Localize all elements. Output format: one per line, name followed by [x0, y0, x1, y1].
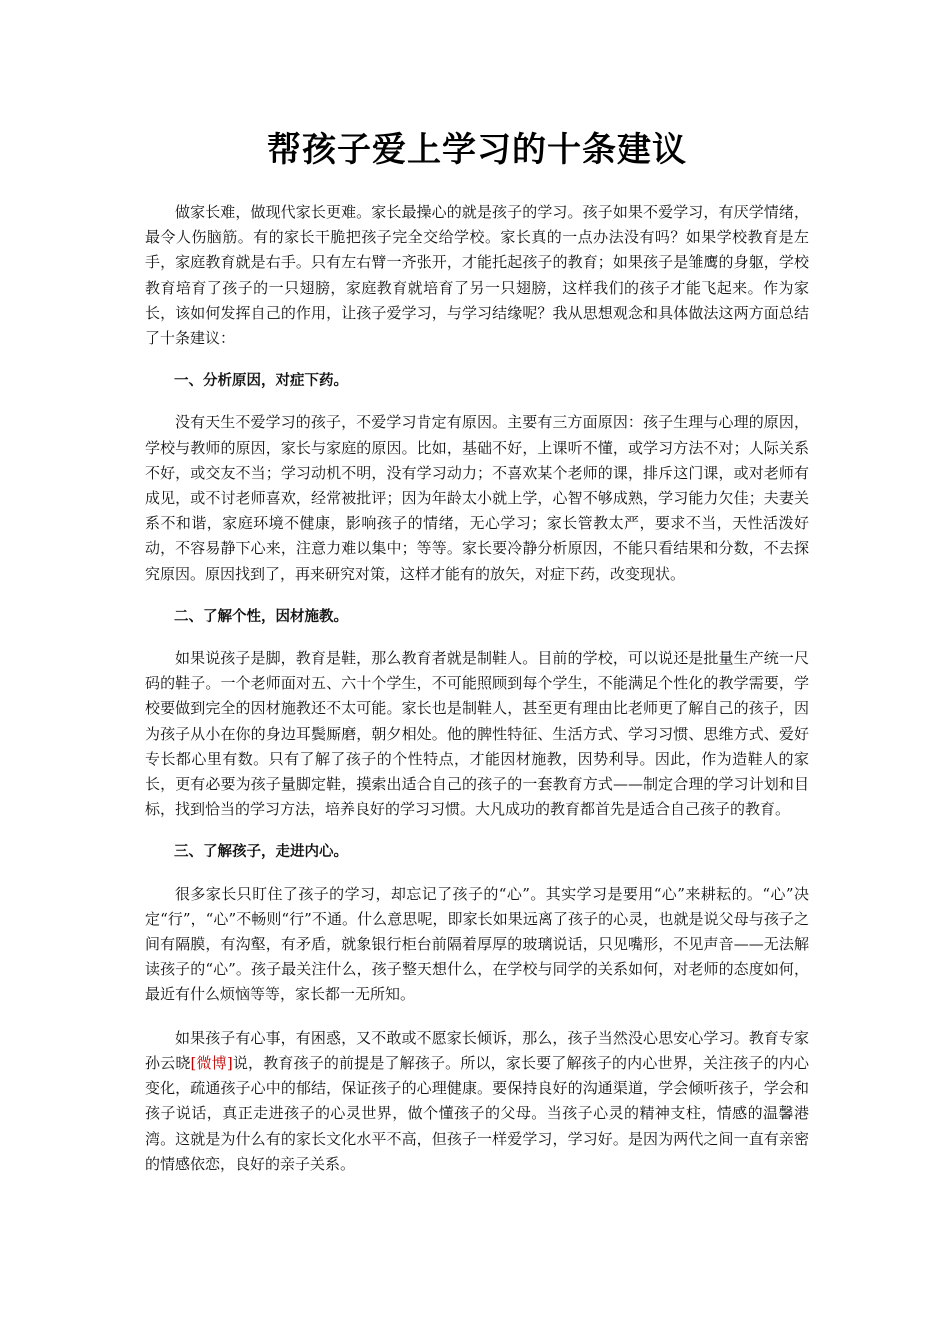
section-2-body: 如果说孩子是脚，教育是鞋，那么教育者就是制鞋人。目前的学校，可以说还是批量生产统一尺码的鞋子。一个老师面对五、六十个学生，不可能照顾到每个学生，不能满足个性化的教学需要，学校要做到完全的因材施教还不太可能。家长也是制鞋人，甚至更有理由比老师更了解自己的孩子，因为孩子从小在你的身边耳鬓厮磨，朝夕相处。他的脾性特征、生活方式、学习习惯、思维方式、爱好专长都心里有数。只有了解了孩子的个性特点，才能因材施教，因势利导。因此，作为造鞋人的家长，更有必要为孩子量脚定鞋，摸索出适合自己的孩子的一套教育方式——制定合理的学习计划和目标，找到恰当的学习方法，培养良好的学习习惯。大凡成功的教育都首先是适合自己孩子的教育。 — [145, 649, 809, 819]
section-2-heading: 二、了解个性，因材施教。 — [174, 608, 348, 625]
section-1-body: 没有天生不爱学习的孩子，不爱学习肯定有原因。主要有三方面原因：孩子生理与心理的原因，学校与教师的原因，家长与家庭的原因。比如，基础不好，上课听不懂，或学习方法不对；人际关系不好，或交友不当；学习动机不明，没有学习动力；不喜欢某个老师的课，排斥这门课，或对老师有成见，或不讨老师喜欢，经常被批评；因为年龄太小就上学，心智不够成熟，学习能力欠佳；夫妻关系不和谐，家庭环境不健康，影响孩子的情绪，无心学习；家长管教太严，要求不当，天性活泼好动，不容易静下心来，注意力难以集中；等等。家长要冷静分析原因，不能只看结果和分数，不去探究原因。原因找到了，再来研究对策，这样才能有的放矢，对症下药，改变现状。 — [145, 413, 809, 583]
section-3-body-2 — [145, 1026, 809, 1177]
section-3-body-2-before: 如果孩子有心事，有困惑，又不敢或不愿家长倾诉，那么，孩子当然没心思安心学习。教育专家孙云晓 — [145, 1028, 809, 1072]
section-3-body-2-after: 说，教育孩子的前提是了解孩子。所以，家长要了解孩子的内心世界，关注孩子的内心变化，疏通孩子心中的郁结，保证孩子的心理健康。要保持良好的沟通渠道，学会倾听孩子，学会和孩子说话，真正走进孩子的心灵世界，做个懂孩子的父母。当孩子心灵的精神支柱，情感的温馨港湾。这就是为什么有的家长文化水平不高，但孩子一样爱学习，学习好。是因为两代之间一直有亲密的情感依恋，良好的亲子关系。 — [145, 1053, 809, 1173]
intro-paragraph: 做家长难，做现代家长更难。家长最操心的就是孩子的学习。孩子如果不爱学习，有厌学情绪，最令人伤脑筋。有的家长干脆把孩子完全交给学校。家长真的一点办法没有吗？如果学校教育是左手，家庭教育就是右手。只有左右臂一齐张开，才能托起孩子的教育；如果孩子是雏鹰的身躯，学校教育培育了孩子的一只翅膀，家庭教育就培育了另一只翅膀，这样我们的孩子才能飞起来。作为家长，该如何发挥自己的作用，让孩子爱学习，与学习结缘呢？我从思想观念和具体做法这两方面总结了十条建议： — [145, 203, 809, 348]
section-3-body-1: 很多家长只盯住了孩子的学习，却忘记了孩子的“心”。其实学习是要用“心”来耕耘的。“心”决定“行”，“心”不畅则“行”不通。什么意思呢，即家长如果远离了孩子的心灵，也就是说父母与孩子之间有隔膜，有沟壑，有矛盾，就象银行柜台前隔着厚厚的玻璃说话，只见嘴形，不见声音——无法解读孩子的“心”。孩子最关注什么，孩子整天想什么，在学校与同学的关系如何，对老师的态度如何，最近有什么烦恼等等，家长都一无所知。 — [145, 884, 809, 1004]
document-content — [145, 122, 809, 1177]
weibo-link[interactable]: [微博] — [190, 1053, 233, 1072]
section-1-heading: 一、分析原因，对症下药。 — [174, 373, 348, 390]
document-title: 帮孩子爱上学习的十条建议 — [267, 130, 687, 170]
section-3-heading: 三、了解孩子，走进内心。 — [174, 844, 348, 861]
